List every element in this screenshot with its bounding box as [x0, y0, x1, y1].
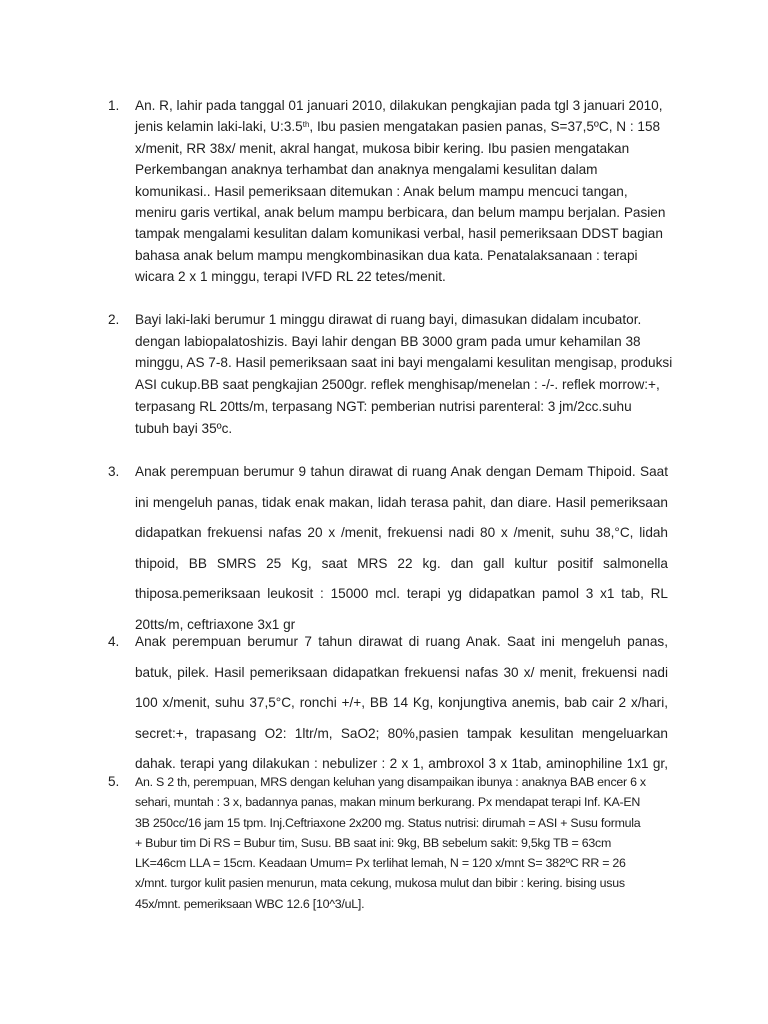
- item-number: 5.: [108, 774, 120, 789]
- text-line: komunikasi.. Hasil pemeriksaan ditemukan : Anak belum mampu mencuci tangan,: [135, 183, 628, 199]
- text-line: An. S 2 th, perempuan, MRS dengan keluhan yang disampaikan ibunya : anaknya BAB encer 6 x: [135, 775, 646, 789]
- item-text: [135, 457, 668, 640]
- text-line: thiposa.pemeriksaan leukosit : 15000 mcl. terapi yg didapatkan pamol 3 x1 tab, RL: [135, 586, 668, 601]
- text-line: Anak perempuan berumur 7 tahun dirawat di ruang Anak. Saat ini mengeluh panas,: [135, 634, 668, 649]
- text-line: ASI cukup.BB saat pengkajian 2500gr. reflek menghisap/menelan : -/-. reflek morrow:+,: [135, 377, 660, 393]
- text-line: secret:+, trapasang O2: 1ltr/m, SaO2; 80%,pasien tampak kesulitan mengeluarkan: [135, 725, 668, 741]
- text-line: dahak. terapi yang dilakukan : nebulizer : 2 x 1, ambroxol 3 x 1tab, aminophiline 1x1 gr,: [135, 756, 668, 771]
- text-line: LK=46cm LLA = 15cm. Keadaan Umum= Px terlihat lemah, N = 120 x/mnt S= 382ºC RR = 26: [135, 856, 626, 871]
- text-line: 45x/mnt. pemeriksaan WBC 12.6 [10^3/uL].: [135, 896, 365, 911]
- text-line: sehari, muntah : 3 x, badannya panas, makan minum berkurang. Px mendapat terapi Inf. KA-EN: [135, 795, 641, 810]
- text-line: tampak mengalami kesulitan dalam komunikasi verbal, hasil pemeriksaan DDST bagian: [135, 226, 663, 242]
- text-line: x/menit, RR 38x/ menit, akral hangat, mukosa bibir kering. Ibu pasien mengatakan: [135, 140, 630, 156]
- superscript: th: [302, 120, 310, 130]
- text-line: batuk, pilek. Hasil pemeriksaan didapatkan frekuensi nafas 30 x/ menit, frekuensi nadi: [135, 664, 668, 680]
- item-text: [135, 772, 668, 914]
- text-line: terpasang RL 20tts/m, terpasang NGT: pemberian nutrisi parenteral: 3 jm/2cc.suhu: [135, 398, 632, 414]
- text-line: 100 x/menit, suhu 37,5°C, ronchi +/+, BB 14 Kg, konjungtiva anemis, bab cair 2 x/hari,: [135, 695, 668, 710]
- text-line: tubuh bayi 35ºc.: [135, 420, 233, 436]
- item-text: [135, 95, 668, 288]
- text-line: An. R, lahir pada tanggal 01 januari 2010, dilakukan pengkajian pada tgl 3 januari 2010,: [135, 98, 663, 113]
- text-line: wicara 2 x 1 minggu, terapi IVFD RL 22 tetes/menit.: [135, 269, 446, 285]
- item-number: 3.: [108, 464, 120, 479]
- text-segment: , Ibu pasien mengatakan pasien panas, S=37,5ºC, N : 158: [309, 119, 661, 135]
- item-text: [135, 309, 673, 439]
- text-line: meniru garis vertikal, anak belum mampu berbicara, dan belum mampu berjalan. Pasien: [135, 205, 666, 221]
- item-number: 4.: [108, 634, 120, 649]
- text-line: Anak perempuan berumur 9 tahun dirawat di ruang Anak dengan Demam Thipoid. Saat: [135, 464, 668, 479]
- text-line: minggu, AS 7-8. Hasil pemeriksaan saat ini bayi mengalami kesulitan mengisap, produksi: [135, 355, 673, 371]
- text-line: x/mnt. turgor kulit pasien menurun, mata cekung, mukosa mulut dan bibir : kering. bising usus: [135, 876, 625, 891]
- text-line: dengan labiopalatoshizis. Bayi lahir dengan BB 3000 gram pada umur kehamilan 38: [135, 333, 641, 349]
- text-segment: jenis kelamin laki-laki, U:3.5: [135, 119, 303, 135]
- text-line: Perkembangan anaknya terhambat dan anaknya mengalami kesulitan dalam: [135, 162, 598, 178]
- text-line: [135, 116, 668, 137]
- text-line: bahasa anak belum mampu mengkombinasikan dua kata. Penatalaksanaan : terapi: [135, 247, 638, 263]
- text-line: ini mengeluh panas, tidak enak makan, lidah terasa pahit, dan diare. Hasil pemeriksaan: [135, 494, 668, 510]
- text-line: didapatkan frekuensi nafas 20 x /menit, frekuensi nadi 80 x /menit, suhu 38,°C, lidah: [135, 525, 668, 540]
- text-line: 20tts/m, ceftriaxone 3x1 gr: [135, 616, 296, 632]
- item-number: 1.: [108, 98, 120, 113]
- item-number: 2.: [108, 312, 120, 327]
- text-line: 3B 250cc/16 jam 15 tpm. Inj.Ceftriaxone 2x200 mg. Status nutrisi: dirumah = ASI + Susu formula: [135, 815, 641, 830]
- text-line: thipoid, BB SMRS 25 Kg, saat MRS 22 kg. dan gall kultur positif salmonella: [135, 555, 668, 571]
- text-line: + Bubur tim Di RS = Bubur tim, Susu. BB saat ini: 9kg, BB sebelum sakit: 9,5kg TB = 63cm: [135, 835, 612, 850]
- text-line: Bayi laki-laki berumur 1 minggu dirawat di ruang bayi, dimasukan didalam incubator.: [135, 312, 642, 327]
- item-text: [135, 627, 668, 780]
